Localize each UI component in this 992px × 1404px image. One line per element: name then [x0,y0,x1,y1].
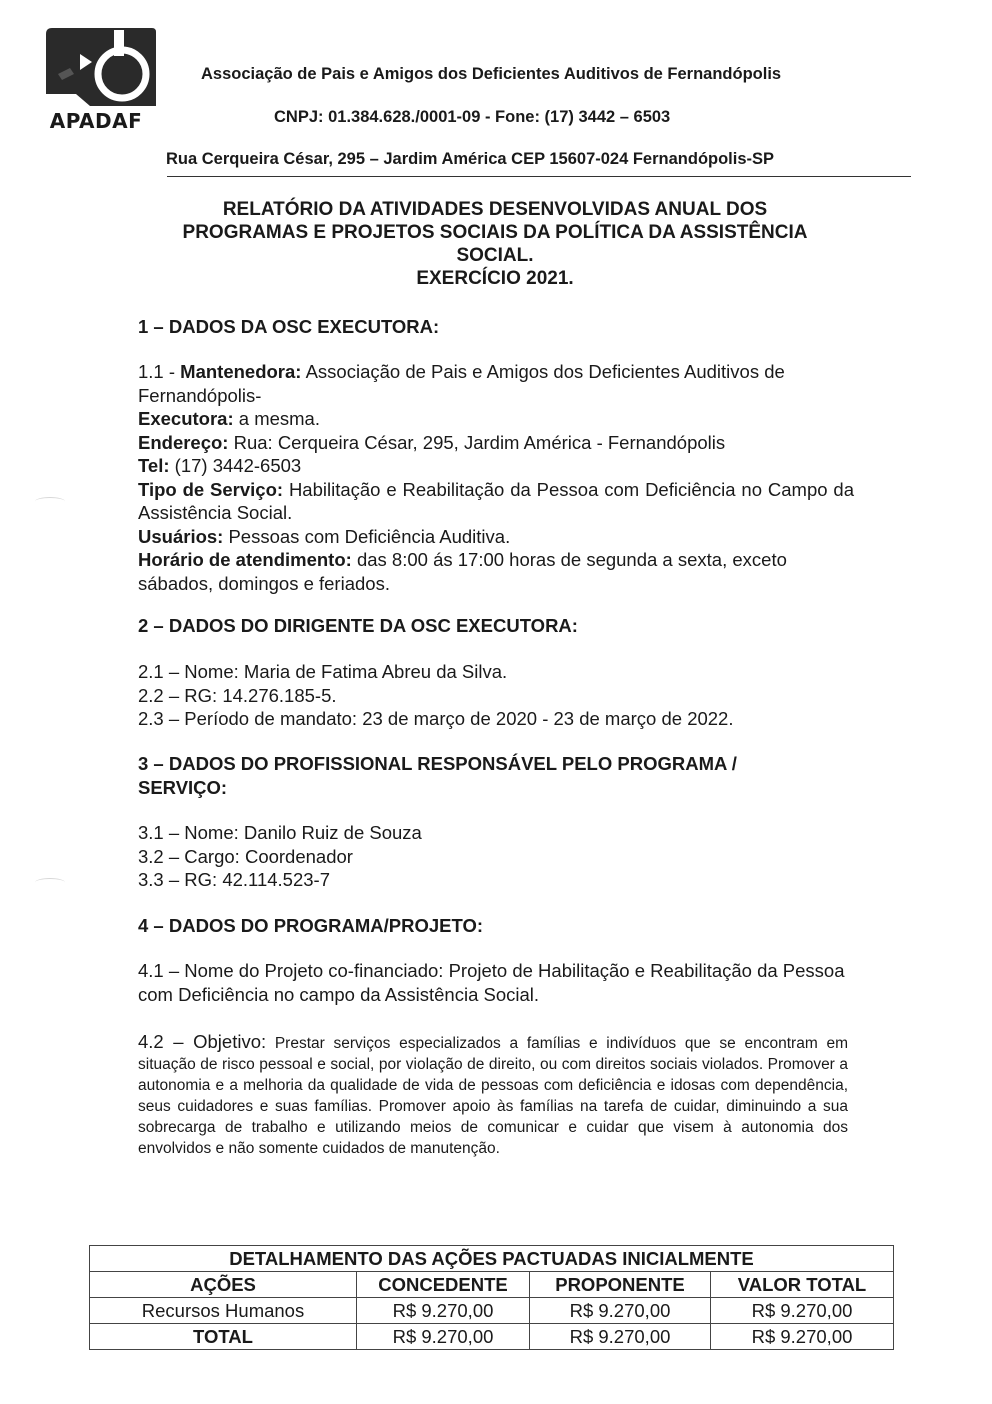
objetivo-paragraph [138,1031,848,1159]
field-value: Associação de Pais e Amigos dos Deficientes Auditivos de Fernandópolis- [138,361,785,406]
dirigente-rg: 2.2 – RG: 14.276.185-5. [138,684,337,706]
table-header-row [90,1272,894,1298]
field-label: Endereço: [138,431,229,453]
header-divider [167,176,911,177]
logo-text: APADAF [49,109,143,133]
scan-mark [35,878,65,887]
section-heading-line: SERVIÇO: [138,776,228,798]
field-value: das 8:00 ás 17:00 horas de segunda a sexta, exceto sábados, domingos e feriados. [138,549,787,594]
profissional-rg: 3.3 – RG: 42.114.523-7 [138,869,330,890]
table-cell: TOTAL [90,1324,357,1350]
report-title [140,198,850,290]
table-caption: DETALHAMENTO DAS AÇÕES PACTUADAS INICIALMENTE [90,1246,894,1272]
field-label: Horário de atendimento: [138,549,352,570]
profissional-nome: 3.1 – Nome: Danilo Ruiz de Souza [138,822,422,843]
table-total-row [90,1324,894,1350]
dirigente-details [138,660,854,731]
item-number: 1.1 - [138,361,181,382]
table-cell: R$ 9.270,00 [711,1324,894,1350]
section-heading [138,752,854,799]
title-line: RELATÓRIO DA ATIVIDADES DESENVOLVIDAS ANUAL DOS [222,199,768,220]
field-label: Mantenedora: [180,361,302,382]
profissional-details [138,821,854,892]
section-heading-line: 3 – DADOS DO PROFISSIONAL RESPONSÁVEL PELO PROGRAMA / [138,753,737,774]
field-label: Tel: [138,455,170,476]
mantenedora-line [138,360,854,407]
profissional-cargo: 3.2 – Cargo: Coordenador [138,845,353,867]
scan-mark [35,497,65,506]
objetivo-text: Prestar serviços especializados a famílias e indivíduos que se encontram em situação de risco pessoal e social, por violação de direito, ou com direitos sociais violados. Promover a autonomia e a melhoria da qualidade de vida de pessoas com deficiência e idosas com dependência, seus cuidadores e suas famílias. Promover apoio às famílias na tarefa de cuidar, diminuindo a sua sobrecarga de trabalho e utilizando meios de comunicar e cuidar que visem à autonomia dos envolvidos e não somente cuidados de manutenção. [138,1035,848,1157]
table-caption-row [90,1246,894,1272]
table-cell: R$ 9.270,00 [711,1298,894,1324]
table-cell: Recursos Humanos [90,1298,357,1324]
projeto-nome: 4.1 – Nome do Projeto co-financiado: Projeto de Habilitação e Reabilitação da Pessoa com Deficiência no campo da Assistência Social. [138,960,845,1005]
cnpj-phone: CNPJ: 01.384.628./0001-09 - Fone: (17) 3442 – 6503 [274,108,671,126]
table-cell: R$ 9.270,00 [530,1298,711,1324]
table-cell: R$ 9.270,00 [357,1324,530,1350]
field-value: Habilitação e Reabilitação da Pessoa com Deficiência no Campo da Assistência Social. [138,478,854,523]
horario-line [138,548,854,595]
field-label: Executora: [138,408,234,429]
tel-line [138,454,854,478]
table-row [90,1298,894,1324]
endereco-line [138,431,854,455]
field-value: Rua: Cerqueira César, 295, Jardim América - Fernandópolis [228,431,726,453]
field-value: Pessoas com Deficiência Auditiva. [223,525,511,547]
column-header: PROPONENTE [530,1272,711,1298]
field-value: (17) 3442-6503 [169,455,302,476]
table-cell: R$ 9.270,00 [357,1298,530,1324]
address: Rua Cerqueira César, 295 – Jardim América CEP 15607-024 Fernandópolis-SP [166,150,775,168]
title-line: PROGRAMAS E PROJETOS SOCIAIS DA POLÍTICA DA ASSISTÊNCIA [182,222,808,243]
section-heading: 4 – DADOS DO PROGRAMA/PROJETO: [138,915,484,936]
column-header: CONCEDENTE [357,1272,530,1298]
usuarios-line [138,525,854,549]
field-label: Usuários: [138,525,224,547]
objetivo-label: 4.2 – Objetivo: [138,1031,267,1052]
dirigente-nome: 2.1 – Nome: Maria de Fatima Abreu da Silva. [138,661,508,682]
title-line: SOCIAL. [456,245,534,266]
title-line: EXERCÍCIO 2021. [416,268,574,289]
table-cell: R$ 9.270,00 [530,1324,711,1350]
org-name: Associação de Pais e Amigos dos Deficientes Auditivos de Fernandópolis [201,65,782,83]
osc-details [138,360,854,595]
column-header: AÇÕES [90,1272,357,1298]
field-label: Tipo de Serviço: [138,478,284,500]
column-header: VALOR TOTAL [711,1272,894,1298]
acoes-table [89,1245,894,1350]
executora-line [138,407,854,431]
section-heading: 1 – DADOS DA OSC EXECUTORA: [138,316,440,337]
dirigente-mandato: 2.3 – Período de mandato: 23 de março de 2020 - 23 de março de 2022. [138,708,734,729]
tipo-servico-line [138,478,854,525]
section-heading: 2 – DADOS DO DIRIGENTE DA OSC EXECUTORA: [138,615,578,636]
field-value: a mesma. [233,408,320,429]
